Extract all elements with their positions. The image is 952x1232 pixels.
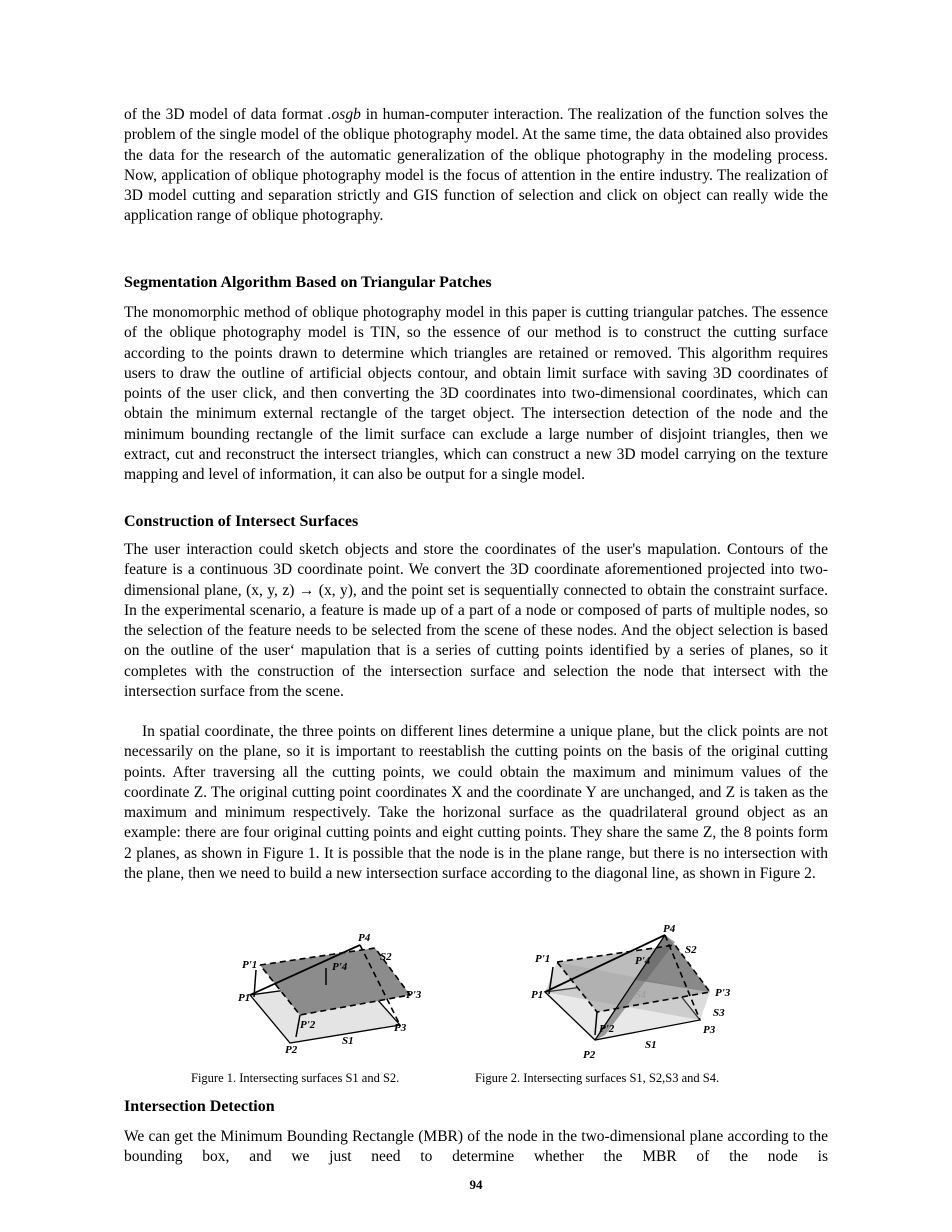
paragraph-construction [124,540,828,702]
paragraph-text-part: of the 3D model of data format [124,106,328,123]
label-p1-prime: P'1 [242,959,258,971]
label-p2: P2 [583,1049,596,1061]
section-heading-detection: Intersection Detection [124,1098,275,1115]
paragraph-text: The user interaction could sketch objects and store the coordinates of the user's mapulation. Contours of the feature is a continuous 3D coordinate point. We convert the 3D coordinate aforementioned projected into two-dimensional plane, (x, y, z) → (x, y), and the point set is sequentially connected to obtain the constraint surface. In the experimental scenario, a feature is made up of a part of a node or composed of parts of multiple nodes, so the selection of the feature needs to be selected from the scene of these nodes. And the object selection is based on the outline of the user‘ mapulation that is a series of cutting points identified by a series of planes, so it completes with the construction of the intersection surface and selection the node that intersect with the intersection surface from the scene. [124,541,828,700]
heading-detection-block [124,1096,828,1118]
label-p4-prime: P'4 [332,961,348,973]
section-heading-segmentation: Segmentation Algorithm Based on Triangular Patches [124,274,492,291]
label-p1: P1 [531,989,544,1001]
section-heading-construction: Construction of Intersect Surfaces [124,513,359,530]
label-p3: P3 [394,1022,407,1034]
label-s1: S1 [645,1039,657,1051]
label-s2: S2 [380,951,392,963]
label-p1-prime: P'1 [535,953,551,965]
heading-construction-block [124,511,828,533]
paragraph-intro-continuation [124,105,828,227]
figure-1-diagram [230,925,440,1060]
page-number: 94 [469,1177,483,1192]
figure-1-caption: Figure 1. Intersecting surfaces S1 and S2. [191,1071,400,1085]
label-p1: P1 [238,992,251,1004]
label-p3-prime: P'3 [406,989,422,1001]
label-s2: S2 [685,944,697,956]
label-p2-prime: P'2 [599,1023,615,1035]
paragraph-detection [124,1127,828,1168]
paragraph-text [124,105,828,227]
label-p2-prime: P'2 [300,1019,316,1031]
paragraph-text-part: in human-computer interaction. The realization of the function solves the problem of the single model of the oblique photography model. At the same time, the data obtained also provides the data for the research of the automatic generalization of the oblique photography in the modeling process. Now, application of oblique photography model is the focus of attention in the entire industry. The realization of 3D model cutting and separation strictly and GIS function of selection and click on object can really wide the application range of oblique photography. [124,106,829,225]
paragraph-text: The monomorphic method of oblique photography model in this paper is cutting triangular patches. The essence of the oblique photography model is TIN, so the essence of our method is to construct the cutting surface according to the points drawn to determine which triangles are retained or removed. This algorithm requires users to draw the outline of artificial objects contour, and obtain limit surface with saving 3D coordinates of points of the user click, and then converting the 3D coordinates into two-dimensional coordinates, which can obtain the minimum external rectangle of the target object. The intersection detection of the node and the minimum bounding rectangle of the limit surface can exclude a large number of disjoint triangles, then we extract, cut and reconstruct the intersect triangles, which can construct a new 3D model carrying on the texture mapping and level of information, it can also be output for a single model. [124,304,828,483]
paragraph-segmentation [124,303,828,485]
label-p4-prime: P'4 [635,955,651,967]
label-p4: P4 [663,923,676,935]
label-p4: P4 [358,932,371,944]
figure-2-caption: Figure 2. Intersecting surfaces S1, S2,S3 and S4. [475,1071,720,1085]
label-s1: S1 [342,1035,354,1047]
figure-2-diagram [525,920,755,1062]
paragraph-text: We can get the Minimum Bounding Rectangle (MBR) of the node in the two-dimensional plane according to the bounding box, and we just need to determine whether the MBR of the node is [124,1128,828,1166]
label-s4: S4 [635,989,646,1001]
heading-segmentation-block [124,272,828,294]
label-p3-prime: P'3 [715,987,731,999]
label-p2: P2 [285,1044,298,1056]
paragraph-spatial-coordinate [124,722,828,884]
label-p3: P3 [703,1024,716,1036]
paragraph-text: In spatial coordinate, the three points on different lines determine a unique plane, but the click points are not necessarily on the plane, so it is important to reestablish the cutting points on the basis of the original cutting points. After traversing all the cutting points, we could obtain the maximum and minimum values of the coordinate Z. The original cutting point coordinates X and the coordinate Y are unchanged, and Z is taken as the maximum and minimum respectively. Take the horizonal surface as the quadrilateral ground object as an example: there are four original cutting points and eight cutting points. They share the same Z, the 8 points form 2 planes, as shown in Figure 1. It is possible that the node is in the plane range, but there is no intersection with the plane, then we need to build a new intersection surface according to the diagonal line, as shown in Figure 2. [124,723,828,882]
file-format-italic: .osgb [327,106,361,123]
label-s3: S3 [713,1007,725,1019]
